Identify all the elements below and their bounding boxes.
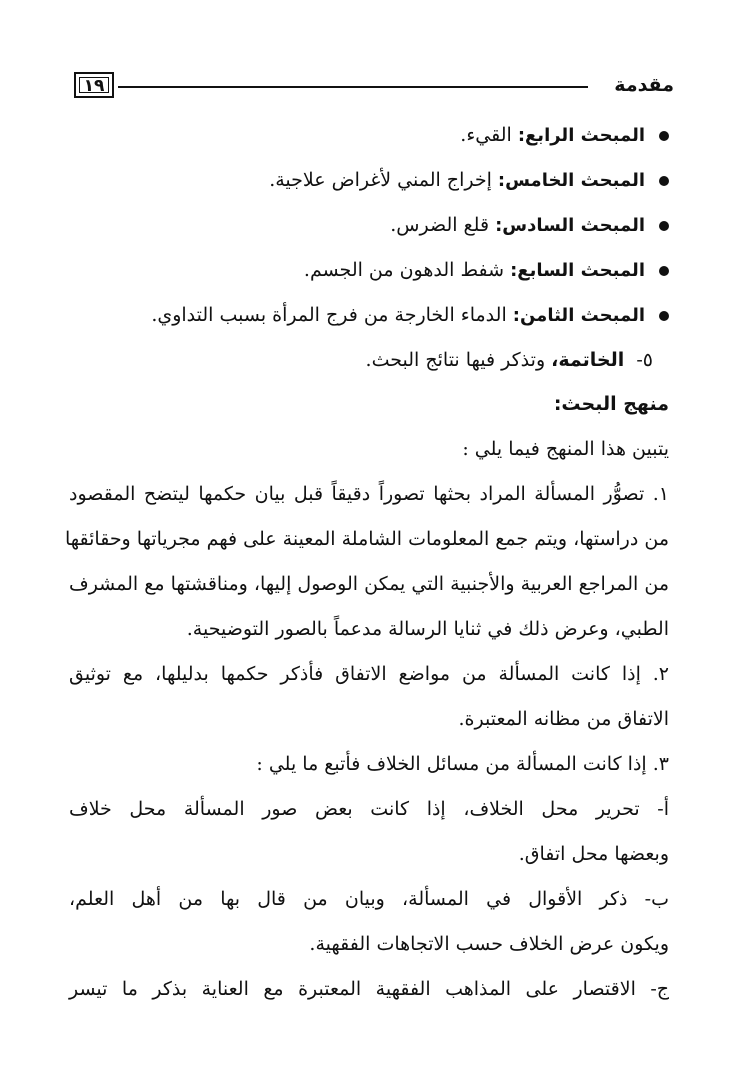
- conclusion-head: الخاتمة،: [551, 349, 625, 371]
- item-number: ٥-: [636, 349, 653, 371]
- bullet-head: المبحث السابع:: [510, 260, 645, 281]
- intro-line: يتبين هذا المنهج فيما يلي :: [462, 438, 669, 460]
- bullet-item: [460, 124, 669, 146]
- page-number-box: [74, 72, 114, 98]
- bullet-text: الدماء الخارجة من فرج المرأة بسبب التداوي.: [151, 304, 513, 326]
- bullet-item: [151, 304, 669, 326]
- conclusion-text: وتذكر فيها نتائج البحث.: [365, 349, 552, 371]
- bullet-text: القيء.: [460, 124, 518, 146]
- bullet-head: المبحث الثامن:: [512, 305, 645, 326]
- bullet-item: [269, 169, 669, 191]
- paragraph-line: ١. تصوُّر المسألة المراد بحثها تصوراً دقيقاً قبل بيان حكمها ليتضح المقصود: [69, 483, 669, 505]
- header-rule: [118, 86, 588, 88]
- header-title: مقدمة: [614, 74, 674, 96]
- sub-item-line: ب- ذكر الأقوال في المسألة، وبيان من قال بها من أهل العلم،: [69, 888, 669, 910]
- bullet-head: المبحث الرابع:: [517, 125, 645, 146]
- bullet-item: [390, 214, 669, 236]
- sub-item-line: وبعضها محل اتفاق.: [518, 843, 669, 865]
- bullet-dot-icon: [659, 176, 669, 186]
- conclusion-line: [53, 348, 653, 372]
- method-heading: منهج البحث:: [553, 393, 669, 415]
- bullet-head: المبحث السادس:: [495, 215, 645, 236]
- bullet-text: شفط الدهون من الجسم.: [303, 259, 511, 281]
- sub-item-line: ويكون عرض الخلاف حسب الاتجاهات الفقهية.: [309, 933, 669, 955]
- section-heading: [69, 392, 669, 416]
- paragraph-line: الطبي، وعرض ذلك في ثنايا الرسالة مدعماً بالصور التوضيحية.: [186, 618, 669, 640]
- bullet-dot-icon: [659, 266, 669, 276]
- paragraph-line: الاتفاق من مظانه المعتبرة.: [458, 708, 669, 730]
- bullet-head: المبحث الخامس:: [497, 170, 645, 191]
- paragraph-line: ٢. إذا كانت المسألة من مواضع الاتفاق فأذكر حكمها بدليلها، مع توثيق: [69, 663, 669, 685]
- bullet-item: [304, 259, 669, 281]
- paragraph-line: ٣. إذا كانت المسألة من مسائل الخلاف فأتبع ما يلي :: [256, 753, 669, 775]
- bullet-dot-icon: [659, 311, 669, 321]
- sub-item-line: أ- تحرير محل الخلاف، إذا كانت بعض صور المسألة محل خلاف: [69, 798, 669, 820]
- bullet-dot-icon: [659, 131, 669, 141]
- page-number: ١٩: [83, 76, 105, 96]
- paragraph-line: من دراستها، ويتم جمع المعلومات الشاملة المعينة على فهم مجرياتها وحقائقها: [64, 528, 669, 550]
- sub-item-line: ج- الاقتصار على المذاهب الفقهية المعتبرة مع العناية بذكر ما تيسر: [69, 978, 669, 1000]
- bullet-text: إخراج المني لأغراض علاجية.: [269, 169, 498, 191]
- bullet-text: قلع الضرس.: [390, 214, 496, 236]
- bullet-dot-icon: [659, 221, 669, 231]
- page-header: [74, 72, 674, 102]
- paragraph-line: من المراجع العربية والأجنبية التي يمكن الوصول إليها، ومناقشتها مع المشرف: [69, 573, 669, 595]
